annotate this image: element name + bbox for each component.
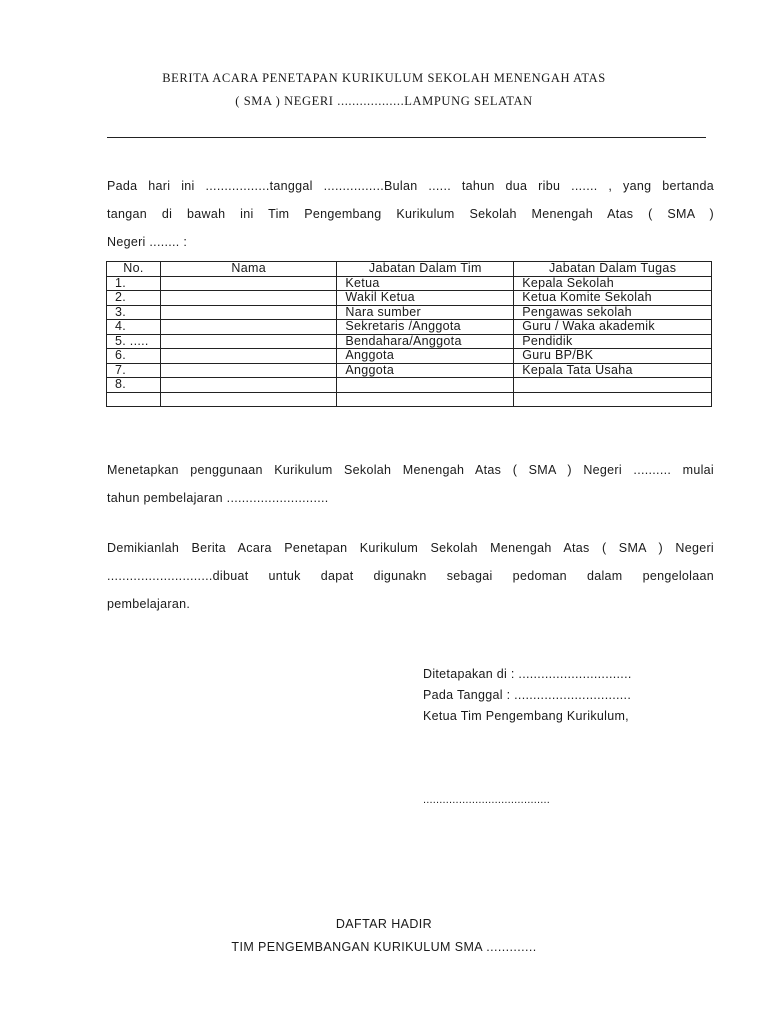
attendance-title: DAFTAR HADIR <box>335 917 433 931</box>
row-nama <box>160 349 336 364</box>
team-table <box>106 261 712 407</box>
row-nama <box>160 334 336 349</box>
table-row <box>107 276 712 291</box>
row-no: 8. <box>107 378 161 393</box>
row-nama <box>160 378 336 393</box>
intro-line-2: tangan di bawah ini Tim Pengembang Kurikulum Sekolah Menengah Atas ( SMA ) <box>107 207 714 221</box>
row-jabatan-tim: Nara sumber <box>337 305 514 320</box>
signature-date: Pada Tanggal : ............................... <box>423 688 632 702</box>
row-jabatan-tim: Bendahara/Anggota <box>337 334 514 349</box>
table-row <box>107 320 712 335</box>
row-nama <box>160 320 336 335</box>
intro-line-3: Negeri ........ : <box>107 235 188 249</box>
row-nama <box>160 305 336 320</box>
row-no <box>107 392 161 407</box>
table-row <box>107 291 712 306</box>
row-jabatan-tugas: Guru / Waka akademik <box>514 320 712 335</box>
signature-place: Ditetapakan di : .............................. <box>423 667 632 681</box>
table-row <box>107 392 712 407</box>
attendance-subtitle: TIM PENGEMBANGAN KURIKULUM SMA ............. <box>231 940 537 954</box>
decision-paragraph <box>107 456 714 512</box>
table-row <box>107 363 712 378</box>
closing-paragraph <box>107 534 714 618</box>
row-jabatan-tugas: Ketua Komite Sekolah <box>514 291 712 306</box>
header-jabatan-tugas: Jabatan Dalam Tugas <box>514 262 712 277</box>
row-no: 1. <box>107 276 161 291</box>
row-jabatan-tim <box>337 378 514 393</box>
row-jabatan-tim: Ketua <box>337 276 514 291</box>
row-jabatan-tim: Sekretaris /Anggota <box>337 320 514 335</box>
document-subtitle: ( SMA ) NEGERI ..................LAMPUNG SELATAN <box>235 94 533 108</box>
row-jabatan-tugas: Pengawas sekolah <box>514 305 712 320</box>
header-no: No. <box>107 262 161 277</box>
row-no: 7. <box>107 363 161 378</box>
table-row <box>107 305 712 320</box>
row-jabatan-tugas: Pendidik <box>514 334 712 349</box>
header-nama: Nama <box>160 262 336 277</box>
header-jabatan-tim: Jabatan Dalam Tim <box>337 262 514 277</box>
row-jabatan-tim <box>337 392 514 407</box>
table-row <box>107 378 712 393</box>
signature-block <box>423 664 632 727</box>
row-no: 4. <box>107 320 161 335</box>
row-jabatan-tim: Anggota <box>337 363 514 378</box>
row-jabatan-tugas <box>514 378 712 393</box>
row-jabatan-tugas: Kepala Sekolah <box>514 276 712 291</box>
row-no: 6. <box>107 349 161 364</box>
row-jabatan-tugas: Kepala Tata Usaha <box>514 363 712 378</box>
table-row <box>107 349 712 364</box>
row-jabatan-tim: Wakil Ketua <box>337 291 514 306</box>
intro-line-1: Pada hari ini .................tanggal ................Bulan ...... tahun dua ribu ....... , yang bertanda <box>107 179 714 193</box>
signature-name-line: ....................................... <box>423 794 550 806</box>
document-title: BERITA ACARA PENETAPAN KURIKULUM SEKOLAH MENENGAH ATAS <box>162 71 606 85</box>
row-nama <box>160 291 336 306</box>
table-row <box>107 334 712 349</box>
row-no: 2. <box>107 291 161 306</box>
header-divider <box>107 137 706 138</box>
closing-line-3: pembelajaran. <box>107 597 191 611</box>
row-jabatan-tim: Anggota <box>337 349 514 364</box>
row-nama <box>160 392 336 407</box>
row-jabatan-tugas: Guru BP/BK <box>514 349 712 364</box>
signature-role: Ketua Tim Pengembang Kurikulum, <box>423 709 629 723</box>
row-nama <box>160 276 336 291</box>
row-nama <box>160 363 336 378</box>
decision-line-2: tahun pembelajaran ........................... <box>107 491 329 505</box>
closing-line-1: Demikianlah Berita Acara Penetapan Kurikulum Sekolah Menengah Atas ( SMA ) Negeri <box>107 541 714 555</box>
row-no: 5. ..... <box>107 334 161 349</box>
intro-paragraph <box>107 172 714 256</box>
table-header-row <box>107 262 712 277</box>
decision-line-1: Menetapkan penggunaan Kurikulum Sekolah Menengah Atas ( SMA ) Negeri .......... mulai <box>107 463 714 477</box>
row-jabatan-tugas <box>514 392 712 407</box>
closing-line-2: ............................dibuat untuk dapat digunakn sebagai pedoman dalam pengelolaan <box>107 569 714 583</box>
row-no: 3. <box>107 305 161 320</box>
